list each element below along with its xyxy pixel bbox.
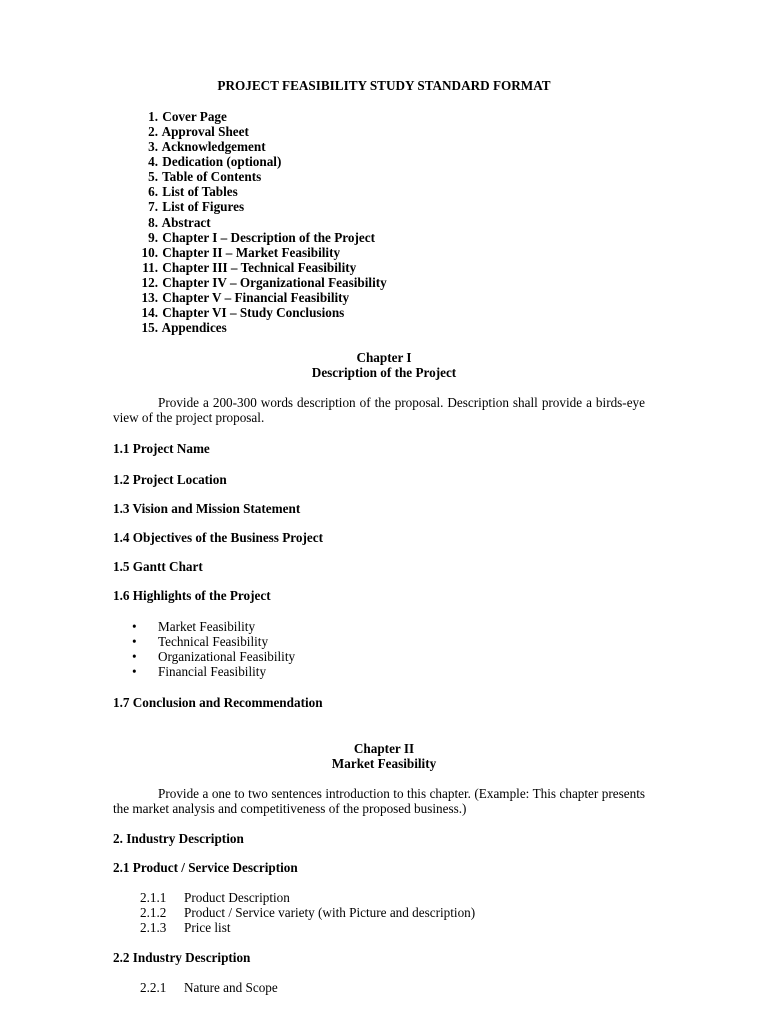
section-heading: 2.2 Industry Description — [113, 950, 251, 965]
bullet-icon: • — [132, 664, 137, 679]
bullet-icon: • — [132, 649, 137, 664]
toc-item: 13. Chapter V – Financial Feasibility — [141, 290, 350, 305]
list-item: Market Feasibility — [158, 619, 256, 634]
list-item: Nature and Scope — [184, 980, 278, 995]
list-item: Price list — [184, 920, 231, 935]
toc-item: 5. Table of Contents — [148, 169, 262, 184]
section-heading: 2.1 Product / Service Description — [113, 860, 298, 875]
section-heading: 1.7 Conclusion and Recommendation — [113, 695, 323, 710]
toc-item: 12. Chapter IV – Organizational Feasibility — [141, 275, 387, 290]
list-item-number: 2.1.3 — [140, 920, 167, 935]
toc-item: 11. Chapter III – Technical Feasibility — [142, 260, 357, 275]
section-heading: 1.5 Gantt Chart — [113, 559, 203, 574]
toc-item: 14. Chapter VI – Study Conclusions — [141, 305, 345, 320]
section-heading: 1.4 Objectives of the Business Project — [113, 530, 323, 545]
toc-item: 10. Chapter II – Market Feasibility — [141, 245, 341, 260]
list-item-number: 2.1.2 — [140, 905, 167, 920]
section-heading: 1.3 Vision and Mission Statement — [113, 501, 301, 516]
toc-item: 15. Appendices — [141, 320, 227, 335]
toc-item: 1. Cover Page — [148, 109, 227, 124]
toc-item: 2. Approval Sheet — [148, 124, 249, 139]
bullet-icon: • — [132, 634, 137, 649]
toc-item: 7. List of Figures — [148, 199, 245, 214]
chapter1-intro: Provide a 200-300 words description of the proposal. Description shall provide a birds-eye view of the project proposal. — [113, 395, 645, 425]
list-item: Organizational Feasibility — [158, 649, 296, 664]
list-item: Financial Feasibility — [158, 664, 267, 679]
chapter2-intro: Provide a one to two sentences introduction to this chapter. (Example: This chapter presents the market analysis and competitiveness of the proposed business.) — [113, 786, 645, 816]
chapter2-subtitle: Market Feasibility — [331, 756, 437, 771]
toc-item: 4. Dedication (optional) — [148, 154, 282, 169]
list-item: Product / Service variety (with Picture and description) — [184, 905, 476, 920]
toc-item: 8. Abstract — [148, 215, 211, 230]
list-item-number: 2.1.1 — [140, 890, 167, 905]
section-heading: 2. Industry Description — [113, 831, 244, 846]
document-title: PROJECT FEASIBILITY STUDY STANDARD FORMAT — [217, 78, 551, 93]
section-heading: 1.1 Project Name — [113, 441, 210, 456]
toc-item: 3. Acknowledgement — [148, 139, 266, 154]
list-item: Technical Feasibility — [158, 634, 269, 649]
bullet-icon: • — [132, 619, 137, 634]
section-heading: 1.6 Highlights of the Project — [113, 588, 271, 603]
toc-item: 6. List of Tables — [148, 184, 238, 199]
list-item-number: 2.2.1 — [140, 980, 167, 995]
chapter2-heading: Chapter II — [353, 741, 415, 756]
section-heading: 1.2 Project Location — [113, 472, 227, 487]
chapter1-heading: Chapter I — [356, 350, 412, 365]
toc-item: 9. Chapter I – Description of the Project — [148, 230, 375, 245]
list-item: Product Description — [184, 890, 290, 905]
chapter1-subtitle: Description of the Project — [311, 365, 457, 380]
